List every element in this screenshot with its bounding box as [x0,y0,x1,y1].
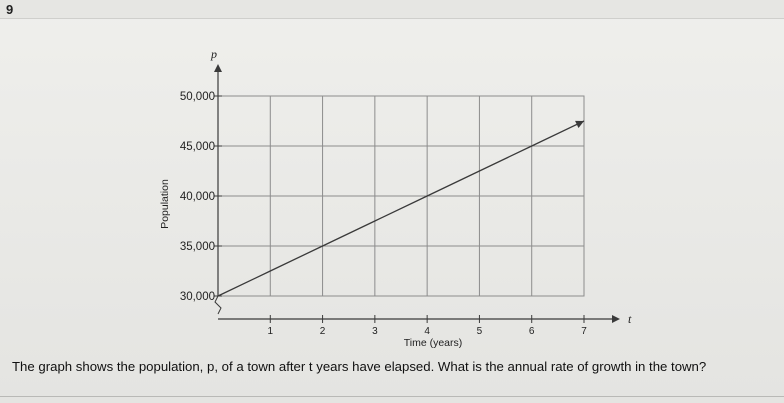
y-tick-label: 35,000 [179,241,215,253]
y-axis-arrow [214,64,222,72]
x-axis-symbol: t [628,312,632,326]
x-tick-label: 5 [476,326,483,337]
chart-labels [159,47,632,349]
series-line [218,121,584,296]
x-axis-label: Time (years) [403,337,463,349]
y-tick-label: 45,000 [179,141,215,153]
y-axis-symbol: p [211,47,217,61]
y-tick-label: 50,000 [179,91,215,103]
x-axis-arrow [612,315,620,323]
chart-series [218,121,584,296]
x-tick-label: 4 [424,326,430,337]
x-tick-label: 1 [267,326,274,337]
chart-axes [214,64,620,323]
chart-grid [218,96,584,296]
y-tick-label: 30,000 [179,291,215,303]
y-axis-label: Population [159,179,171,229]
y-axis-break [215,296,221,314]
y-tick-label: 40,000 [179,191,215,203]
x-tick-label: 2 [319,326,326,337]
x-tick-label: 7 [581,326,587,337]
x-tick-label: 6 [528,326,535,337]
question-number: 9 [6,2,14,17]
question-text: The graph shows the population, p, of a town after t years have elapsed. What is the annual rate of growth in the town? [12,359,707,374]
x-tick-label: 3 [372,326,378,337]
bottom-divider [0,396,784,397]
